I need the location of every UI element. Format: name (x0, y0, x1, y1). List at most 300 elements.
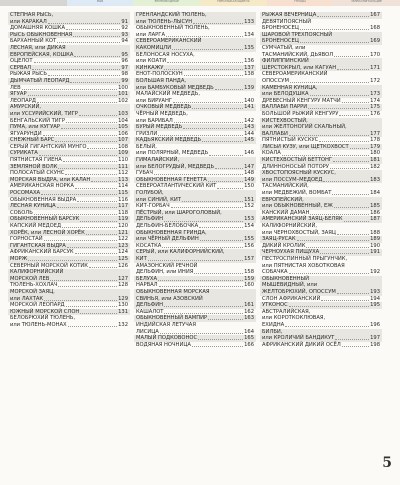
entry-name: ЧЕРНОУХАЯ ПИЩУХА (262, 249, 320, 256)
entry-page: 194 (370, 295, 380, 302)
entry-name: ЧЁРНЫЙ МЕДВЕДЬ, (136, 110, 188, 117)
entry-name: КАНСКИЙ ДАМАН (262, 209, 310, 216)
entry-name: или СИНИЙ, КИТ (136, 196, 181, 203)
entry-name: РЫСЬ ОБЫКНОВЕННАЯ (10, 31, 73, 38)
entry-name: АМАЗОНСКИЙ РЕЧНОЙ (136, 262, 198, 269)
dot-leader (344, 221, 370, 222)
dot-leader (148, 260, 243, 261)
index-entry (134, 111, 256, 124)
entry-name: или КАРАКАЛ (10, 18, 47, 25)
entry-name: ДЕВЯТИПОЯСНЫЙ (262, 18, 312, 25)
index-entry (134, 263, 256, 276)
index-entry (8, 197, 130, 204)
entry-name: или ПОЛЯРНЫЙ, МЕДВЕДЬ (136, 150, 209, 157)
entry-name: БУРЫЙ МЕДВЕДЬ (136, 124, 183, 131)
entry-name: ЛИСИЦА (136, 328, 159, 335)
entry-name: КИТ (136, 255, 147, 262)
index-entry (134, 144, 256, 157)
dot-leader (79, 115, 117, 116)
page-number: 5 (382, 455, 392, 471)
index-entry (260, 296, 382, 303)
entry-page: 126 (118, 262, 128, 269)
entry-page: 198 (370, 341, 380, 348)
dot-leader (32, 69, 120, 70)
entry-name: БЕЛУХА (136, 275, 158, 282)
index-entry (8, 12, 130, 25)
entry-page: 119 (118, 216, 128, 223)
dot-leader (41, 194, 117, 195)
index-entry (8, 256, 130, 263)
dot-leader (159, 286, 244, 287)
entry-name: МОРСКОЙ ЛЕВ (10, 275, 50, 282)
entry-name: БЕЛОБРЮХИЙ ТЮЛЕНЬ, (10, 315, 76, 322)
index-entry (260, 216, 382, 223)
entry-page: 184 (370, 190, 380, 197)
entry-page: 94 (121, 38, 128, 45)
section-tab (67, 0, 134, 6)
entry-name: ВАЛЛАБИ (262, 130, 288, 137)
dot-leader (342, 102, 369, 103)
index-entry (8, 249, 130, 256)
index-entry (134, 104, 256, 111)
dot-leader (333, 161, 369, 162)
dot-leader (184, 75, 243, 76)
section-tab-label: ЗЕМНОВОДНЫЕ (154, 0, 179, 3)
index-entry (260, 243, 382, 250)
index-entry (134, 230, 256, 243)
index-entry (8, 289, 130, 302)
entry-page: 192 (370, 269, 380, 276)
section-tabs (0, 0, 400, 6)
entry-name: МОРСКОЙ ЗАЯЦ, (10, 288, 55, 295)
dot-leader (319, 141, 369, 142)
entry-page: 188 (370, 229, 380, 236)
entry-page: 117 (118, 203, 128, 210)
dot-leader (339, 115, 369, 116)
index-entry (260, 71, 382, 84)
index-entry (8, 71, 130, 78)
entry-name: ЕХИДНА (262, 321, 285, 328)
dot-leader (80, 221, 117, 222)
entry-name: ОБЫКНОВЕННЫЙ ВАМПИР (136, 315, 208, 322)
entry-name: БЕЛОНОСАЯ НОСУХА, (136, 51, 195, 58)
entry-name: КИСТЕХВОСТЫЙ БЕТТОНГ (262, 157, 333, 164)
entry-name: КАШАЛОТ (136, 308, 164, 315)
entry-page: 174 (370, 97, 380, 104)
entry-page: 125 (118, 255, 128, 262)
dot-leader (171, 207, 243, 208)
entry-name: АМУРСКИЙ, (10, 104, 42, 111)
dot-leader (297, 240, 370, 241)
entry-name: ЮЖНЫЙ МОРСКОЙ СЛОН (10, 308, 80, 315)
index-entry (260, 104, 382, 111)
entry-name: ОЧКОВЫЙ МЕДВЕДЬ (136, 104, 192, 111)
entry-name: КИТ-ГОРБАЧ (136, 203, 170, 210)
entry-name: ТАСМАНИЙСКИЙ, ДЬЯВОЛ (262, 51, 334, 58)
index-entry (8, 144, 130, 151)
entry-page: 135 (244, 44, 254, 51)
entry-name: или ЖЕЛТОНОГИЙ СКАЛЬНЫЙ, (262, 124, 347, 131)
entry-page: 93 (121, 31, 128, 38)
index-entry (8, 45, 130, 58)
dot-leader (334, 207, 369, 208)
index-entry (260, 256, 382, 276)
entry-name: ЯГУАРУНДИ (10, 130, 42, 137)
entry-page: 151 (244, 196, 254, 203)
dot-leader (321, 300, 369, 301)
dot-leader (332, 194, 369, 195)
dot-leader (158, 135, 243, 136)
dot-leader (310, 214, 369, 215)
entry-name: ЕВРОПЕЙСКАЯ, КОШКА (10, 51, 74, 58)
entry-page: 142 (244, 117, 254, 124)
entry-page: 169 (370, 38, 380, 45)
entry-name: ХВОСТОПОЯСНЫЙ КУСКУС, (262, 170, 336, 177)
entry-name: или ПОССУМ–МЕДОЕД (262, 176, 323, 183)
entry-name: ДЕЛЬФИН (136, 302, 164, 309)
dot-leader (75, 253, 118, 254)
entry-name: ФИЛИППИНСКИЙ (262, 58, 309, 65)
entry-page: 157 (244, 255, 254, 262)
entry-page: 99 (121, 77, 128, 84)
entry-name: ГИГАНТСКАЯ ВЫДРА (10, 242, 66, 249)
entry-page: 97 (121, 64, 128, 71)
dot-leader (202, 141, 243, 142)
entry-page: 197 (370, 335, 380, 342)
entry-page: 156 (244, 242, 254, 249)
index-entry (260, 111, 382, 118)
entry-name: КИНКАЖУ (136, 64, 164, 71)
entry-name: ОБЫКНОВЕННАЯ ГЕНЕТТА (136, 176, 207, 183)
entry-name: или КОРОТКОКЛЮВАЯ, (262, 315, 326, 322)
index-entry (134, 335, 256, 342)
dot-leader (57, 207, 117, 208)
entry-page: 163 (244, 315, 254, 322)
dot-leader (289, 273, 369, 274)
entry-name: БЕНГАЛЬСКИЙ ТИГР (10, 117, 65, 124)
dot-leader (289, 135, 369, 136)
entry-page: 124 (118, 249, 128, 256)
entry-name: ОБЫКНОВЕННАЯ МОРСКАЯ (136, 288, 210, 295)
entry-name: КАПСКИЙ МЕДОЕД (10, 223, 62, 229)
index-entry (8, 190, 130, 197)
entry-page: 96 (121, 58, 128, 65)
entry-name: или ПЯТНИСТАЯ ХОБОТКОВАЯ (262, 262, 345, 269)
dot-leader (215, 168, 243, 169)
entry-name: ШАРОВОЙ ТРЕХПОЯСНЫЙ (262, 31, 333, 38)
entry-name: СОБАЧКА (262, 269, 288, 276)
dot-leader (290, 82, 369, 83)
entry-name: ПОЛОСАТЫЙ СКУНС (10, 170, 65, 177)
entry-name: АФРИКАНСКИЙ ДИКИЙ ОСЁЛ (262, 341, 341, 348)
entry-name: ГРЕНЛАНДСКИЙ ТЮЛЕНЬ, (136, 12, 207, 18)
entry-page: 189 (370, 236, 380, 243)
entry-page: 109 (118, 150, 128, 157)
dot-leader (306, 247, 369, 248)
entry-name: СЕРВАЛ (10, 64, 32, 71)
entry-name: СВИНЬЯ, или АЗОВСКИЙ (136, 295, 203, 302)
entry-page: 167 (370, 12, 380, 18)
entry-name: или ЛАРГА (136, 31, 165, 38)
entry-name: ТАСМАНИЙСКИЙ, (262, 183, 309, 190)
dot-leader (337, 293, 369, 294)
entry-page: 147 (244, 163, 254, 170)
entry-name: КАЛИФОРНИЙСКИЙ (10, 269, 64, 276)
entry-page: 92 (121, 25, 128, 32)
entry-name: БЕЛЫЙ, (136, 143, 157, 150)
entry-name: ЛЕСНАЯ КУНИЦА (10, 203, 56, 210)
entry-name: ЛЕОПАРД (10, 97, 36, 104)
section-tab (133, 0, 200, 6)
dot-leader (330, 168, 369, 169)
index-entry (260, 183, 382, 196)
entry-name: СЛОН АФРИКАНСКИЙ (262, 295, 321, 302)
entry-name: КАМЕННАЯ КУНИЦА, (262, 84, 318, 91)
dot-leader (192, 346, 243, 347)
entry-name: СУМЧАТЫЙ, или (262, 44, 306, 51)
entry-name: БАРХАННЫЙ КОТ (10, 38, 57, 45)
entry-name: ЛИСЬИ КУЗУ, или ЩЕТКОХВОСТ (262, 143, 349, 150)
dot-leader (89, 267, 117, 268)
index-entry (260, 170, 382, 183)
entry-page: 146 (244, 150, 254, 157)
entry-name: или ОБЫКНОВЕННЫЙ, ЕЖ (262, 203, 333, 210)
section-tab (267, 0, 334, 6)
entry-name: ГУБАЧ (136, 170, 153, 177)
entry-name: КИСТЕХВОСТЫЙ, (262, 117, 308, 124)
entry-page: 122 (118, 236, 128, 243)
entry-name: ВОДЯНАЯ НОЧНИЦА (136, 341, 191, 348)
entry-page: 160 (244, 282, 254, 289)
entry-page: 170 (370, 51, 380, 58)
entry-page: 179 (370, 143, 380, 150)
index-entry (8, 104, 130, 117)
dot-leader (66, 122, 117, 123)
index-entry (8, 223, 130, 230)
index-entry (260, 137, 382, 144)
entry-name: РОСОМАХА (10, 190, 41, 197)
index-entry (8, 124, 130, 131)
entry-page: 185 (370, 203, 380, 210)
index-entry (134, 276, 256, 283)
dot-leader (167, 62, 243, 63)
entry-page: 131 (118, 308, 128, 315)
entry-name: СЕВЕРОАМЕРИКАНСКИЙ (262, 71, 328, 78)
entry-name: МЫШЕВИДНЫЙ, или (262, 282, 318, 289)
entry-name: ОЦЕЛОТ (10, 58, 33, 65)
entry-name: ПЯТНИСТАЯ ГИЕНА (10, 157, 62, 164)
entry-name: или ТЮЛЕНЬ-ЛЫСУН (136, 18, 193, 25)
entry-page: 103 (118, 110, 128, 117)
entry-name: УТКОНОС (262, 302, 288, 309)
entry-name: ПЁСТРЫЙ, или ШАРОГОЛОВЫЙ, (136, 209, 222, 216)
entry-name: ЕНОТ-ПОЛОСКУН (136, 71, 183, 78)
dot-leader (39, 155, 117, 156)
dot-leader (337, 69, 369, 70)
entry-name: МОРСКОЙ ЛЕОПАРД (10, 302, 65, 309)
entry-page: 168 (370, 25, 380, 32)
section-tab-label: РЫБ (96, 0, 104, 3)
entry-page: 107 (118, 137, 128, 144)
index-entry (8, 157, 130, 164)
entry-name: ГОЛУБОЙ, (136, 190, 164, 197)
entry-name: ЛЕВ (10, 84, 21, 91)
dot-leader (320, 253, 369, 254)
dot-leader (350, 148, 369, 149)
index-entry (134, 124, 256, 131)
entry-page: 190 (370, 242, 380, 249)
index-entry (134, 342, 256, 349)
section-tab (0, 0, 67, 6)
entry-name: ОБЫКНОВЕННАЯ ГРИНДА, (136, 229, 207, 236)
entry-page: 111 (118, 163, 128, 170)
dot-leader (193, 23, 243, 24)
entry-name: ГИМАЛАЙСКИЙ, (136, 157, 180, 164)
entry-name: или КРОЛИЧИЙ БАНДИКУТ (262, 335, 335, 342)
entry-name: или БЕЛОДУШКА (262, 91, 309, 98)
entry-page: 137 (244, 64, 254, 71)
dot-leader (217, 188, 243, 189)
index-entry (260, 12, 382, 19)
entry-page: 178 (370, 137, 380, 144)
entry-page: 91 (121, 18, 128, 25)
dot-leader (44, 240, 118, 241)
entry-page: 115 (118, 190, 128, 197)
entry-name: ПЯТНИСТЫЙ КУСКУС (262, 137, 319, 144)
entry-page: 177 (370, 130, 380, 137)
section-tab-label: МЛЕКОПИТАЮЩИЕ (351, 0, 382, 3)
index-entry (134, 65, 256, 72)
index-entry (260, 118, 382, 138)
dot-leader (70, 82, 120, 83)
index-entry (134, 210, 256, 223)
entry-page: 143 (244, 124, 254, 131)
entry-page: 152 (244, 203, 254, 210)
index-entry (8, 38, 130, 45)
dot-leader (73, 36, 120, 37)
entry-name: ТЮЛЕНЬ-ХОХЛАЧ (10, 282, 58, 289)
entry-name: ЗЕМЛЯНОЙ ВОЛК (10, 163, 58, 170)
index-entry (8, 118, 130, 125)
entry-name: КАЛИФОРНИЙСКИЙ, (262, 223, 318, 229)
index-entry (260, 302, 382, 309)
entry-name: СУРИКАТА (10, 150, 38, 157)
entry-page: 158 (244, 269, 254, 276)
index-entry (134, 91, 256, 104)
entry-name: НАРВАЛ (136, 282, 158, 289)
entry-page: 172 (370, 77, 380, 84)
index-entry (134, 223, 256, 230)
dot-leader (166, 36, 243, 37)
index-entry (8, 150, 130, 157)
entry-page: 149 (244, 176, 254, 183)
entry-name: ВАЛЛАБИ ПАРРИ (262, 104, 308, 111)
entry-name: или МЕДВЕЖИЙ, ВОМБАТ (262, 190, 332, 197)
dot-leader (48, 75, 120, 76)
index-entry (260, 58, 382, 71)
index-entry (134, 78, 256, 91)
entry-page: 112 (118, 170, 128, 177)
entry-page: 193 (370, 288, 380, 295)
entry-name: БРОНЕНОСЕЦ (262, 25, 299, 32)
index-entry (260, 45, 382, 58)
entry-page: 182 (370, 163, 380, 170)
dot-leader (160, 333, 243, 334)
entry-page: 186 (370, 209, 380, 216)
entry-page: 196 (370, 321, 380, 328)
index-entry (260, 19, 382, 32)
entry-name: СЕВЕРНЫЙ МОРСКОЙ КОТИК (10, 262, 88, 269)
entry-name: МОРЖ (10, 255, 28, 262)
entry-name: ЗАЯЦ-РУСАК (262, 236, 296, 243)
entry-page: 171 (370, 64, 380, 71)
entry-page: 114 (118, 183, 128, 190)
entry-name: РЫЖАЯ ВЕЧЕРНИЦА (262, 12, 317, 18)
dot-leader (282, 155, 369, 156)
entry-name: ДЫМЧАТЫЙ ЛЕОПАРД (10, 77, 70, 84)
dot-leader (28, 95, 117, 96)
entry-name: ОБЫКНОВЕННЫЙ (262, 275, 309, 282)
dot-leader (22, 89, 117, 90)
dot-leader (200, 240, 243, 241)
index-entry (260, 223, 382, 236)
dot-leader (308, 108, 369, 109)
index-entry (8, 85, 130, 92)
entry-page: 180 (370, 150, 380, 157)
entry-name: БРОНЕНОСЕЦ (262, 38, 299, 45)
entry-page: 153 (244, 216, 254, 223)
entry-page: 98 (121, 71, 128, 78)
dot-leader (173, 102, 243, 103)
entry-page: 155 (244, 236, 254, 243)
entry-page: 139 (244, 84, 254, 91)
dot-leader (194, 273, 243, 274)
dot-leader (300, 29, 369, 30)
index-entry (8, 170, 130, 177)
index-entry (134, 12, 256, 25)
index-column-2 (134, 12, 256, 348)
entry-page: 181 (370, 157, 380, 164)
index-entry (260, 144, 382, 151)
index-entry (260, 85, 382, 98)
index-entry (134, 170, 256, 177)
dot-leader (164, 69, 243, 70)
index-column-3 (260, 12, 382, 348)
entry-name: ГОРНОСТАЙ (10, 236, 43, 243)
entry-name: СОБОЛЬ (10, 209, 33, 216)
dot-leader (91, 181, 117, 182)
entry-page: 150 (244, 183, 254, 190)
dot-leader (63, 161, 117, 162)
index-entry (134, 249, 256, 262)
entry-page: 102 (118, 97, 128, 104)
entry-page: 128 (118, 282, 128, 289)
entry-page: 136 (244, 58, 254, 65)
index-entry (260, 309, 382, 329)
entry-name: МАЛЫЙ ПОДКОВОНОС (136, 335, 198, 342)
entry-page: 173 (370, 91, 380, 98)
entry-page: 187 (370, 216, 380, 223)
dot-leader (162, 247, 243, 248)
dot-leader (285, 326, 369, 327)
entry-name: ОПОССУМ (262, 77, 289, 84)
section-tab-label: ПТИЦЫ (294, 0, 306, 3)
entry-name: ДЕЛЬФИН (136, 216, 164, 223)
index-entry (8, 216, 130, 223)
dot-leader (182, 201, 243, 202)
entry-page: 144 (244, 130, 254, 137)
dot-leader (317, 16, 369, 17)
